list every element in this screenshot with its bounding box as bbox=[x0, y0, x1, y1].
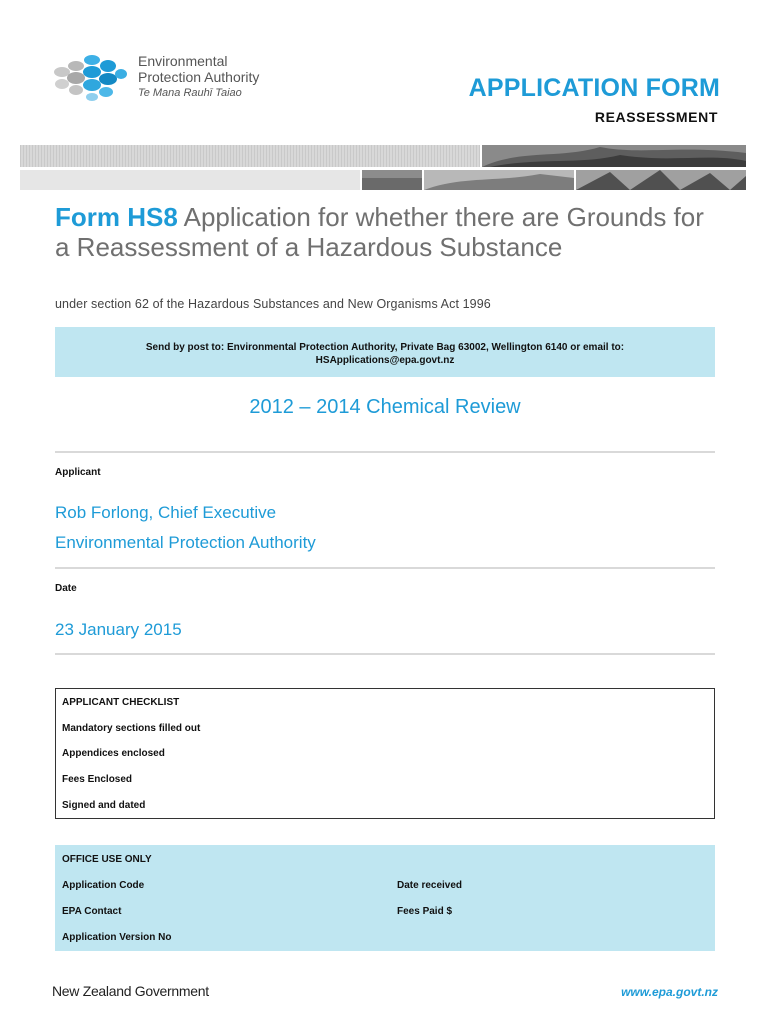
fees-paid-label: Fees Paid $ bbox=[397, 906, 453, 917]
form-subtype-heading: REASSESSMENT bbox=[594, 109, 718, 125]
epa-logo-wordmark bbox=[138, 53, 259, 101]
application-code-label: Application Code bbox=[62, 880, 145, 891]
divider bbox=[55, 567, 715, 569]
logo-line-1: Environmental bbox=[138, 53, 228, 69]
divider bbox=[55, 653, 715, 655]
form-code: Form HS8 bbox=[55, 202, 178, 232]
send-email-address: HSApplications@epa.govt.nz bbox=[315, 355, 455, 366]
form-title bbox=[55, 202, 715, 262]
website-link[interactable]: www.epa.govt.nz bbox=[621, 985, 718, 999]
applicant-label: Applicant bbox=[55, 467, 101, 478]
epa-logo-icon bbox=[50, 50, 130, 106]
divider bbox=[55, 451, 715, 453]
application-version-label: Application Version No bbox=[62, 932, 172, 943]
epa-contact-label: EPA Contact bbox=[62, 906, 122, 917]
checklist-item: Fees Enclosed bbox=[62, 774, 133, 785]
header-banner-image-lower bbox=[20, 170, 746, 190]
checklist-item: Mandatory sections filled out bbox=[62, 723, 201, 734]
checklist-item: Signed and dated bbox=[62, 800, 146, 811]
date-label: Date bbox=[55, 583, 77, 594]
applicant-organisation: Environmental Protection Authority bbox=[55, 533, 316, 552]
send-instructions-line-1: Send by post to: Environmental Protection Authority, Private Bag 63002, Wellington 6140 or email to: bbox=[145, 342, 625, 353]
checklist-title: APPLICANT CHECKLIST bbox=[62, 697, 180, 708]
date-value: 23 January 2015 bbox=[55, 620, 182, 639]
office-use-title: OFFICE USE ONLY bbox=[62, 854, 152, 865]
review-title: 2012 – 2014 Chemical Review bbox=[249, 396, 521, 418]
send-instructions-box bbox=[55, 327, 715, 377]
checklist-item: Appendices enclosed bbox=[62, 748, 165, 759]
legislation-reference: under section 62 of the Hazardous Substances and New Organisms Act 1996 bbox=[55, 297, 491, 311]
form-title-text: Application for whether there are Grounds for a Reassessment of a Hazardous Substance bbox=[55, 202, 704, 262]
logo-line-2: Protection Authority bbox=[138, 69, 260, 85]
header-banner-image bbox=[20, 145, 746, 167]
date-received-label: Date received bbox=[397, 880, 463, 891]
applicant-name: Rob Forlong, Chief Executive bbox=[55, 503, 277, 522]
nz-government-logo: New Zealand Government bbox=[52, 983, 209, 999]
form-type-heading: APPLICATION FORM bbox=[468, 74, 720, 102]
logo-line-3: Te Mana Rauhī Taiao bbox=[138, 87, 242, 99]
